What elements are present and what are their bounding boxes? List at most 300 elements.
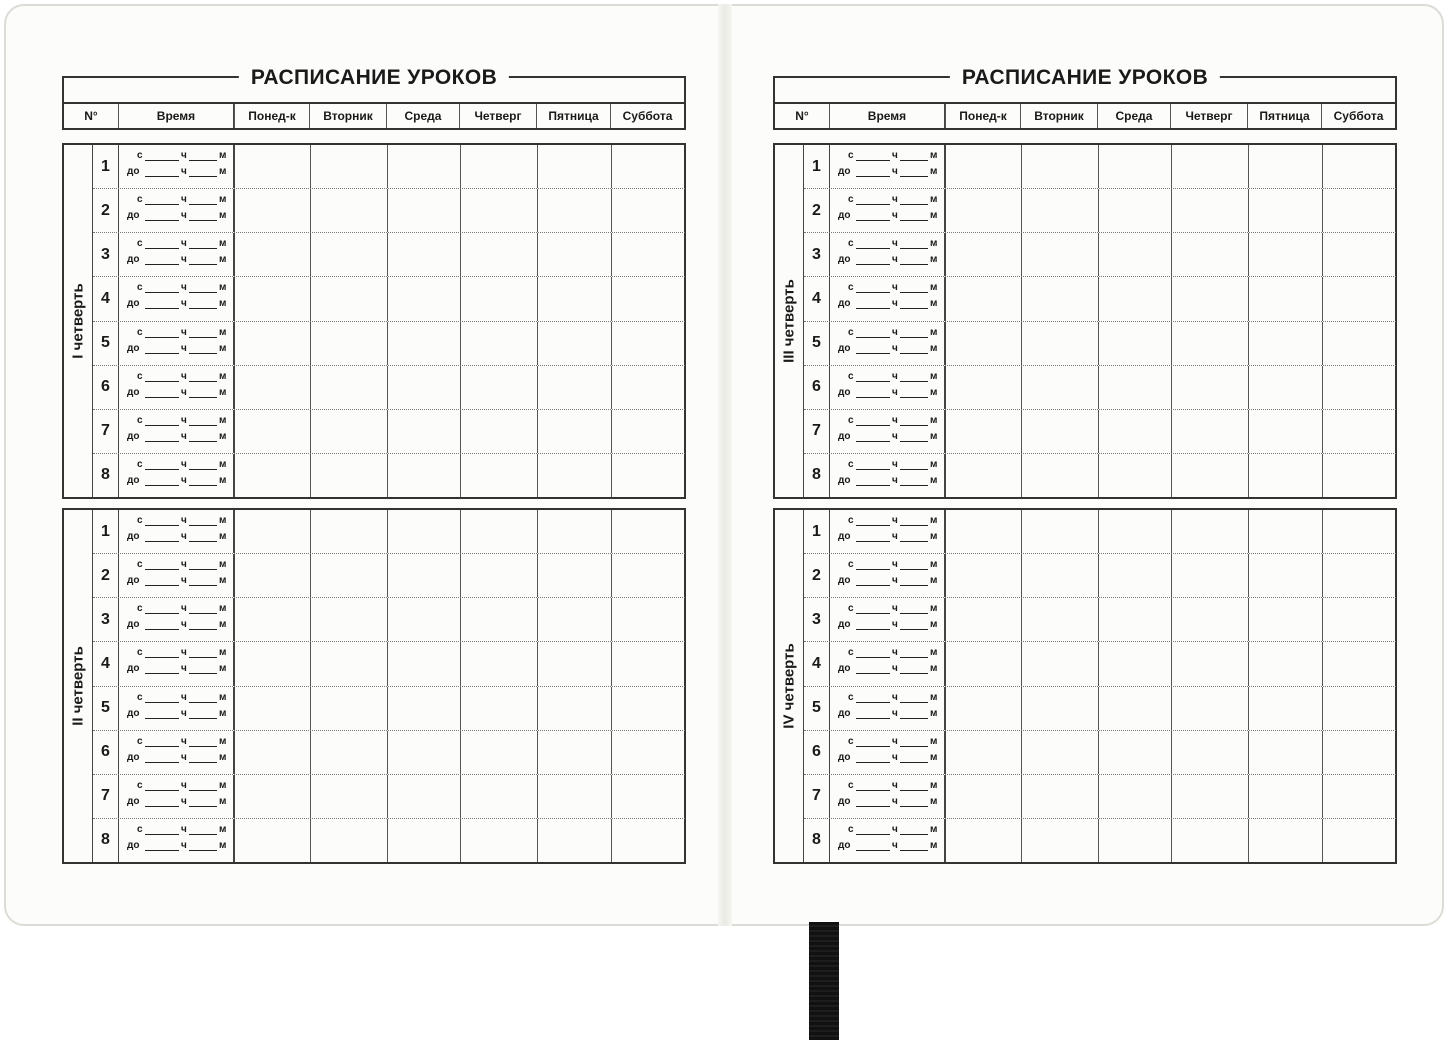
- time-to-line[interactable]: [838, 430, 938, 444]
- minute-blank[interactable]: [189, 353, 217, 354]
- subject-cell-tuesday[interactable]: [310, 819, 387, 862]
- subject-cell-friday[interactable]: [537, 687, 611, 730]
- time-cell[interactable]: [119, 145, 235, 188]
- hour-blank[interactable]: [145, 718, 179, 719]
- minute-blank[interactable]: [189, 569, 217, 570]
- subject-cell-tuesday[interactable]: [310, 775, 387, 818]
- subject-cell-monday[interactable]: [235, 145, 310, 188]
- minute-blank[interactable]: [189, 850, 217, 851]
- time-to-line[interactable]: [127, 253, 227, 267]
- subject-cell-saturday[interactable]: [611, 554, 685, 597]
- time-from-line[interactable]: [127, 602, 227, 616]
- time-to-line[interactable]: [838, 342, 938, 356]
- time-to-line[interactable]: [838, 839, 938, 853]
- subject-cell-tuesday[interactable]: [1021, 189, 1098, 232]
- subject-cell-monday[interactable]: [235, 598, 310, 641]
- subject-cell-friday[interactable]: [1248, 410, 1322, 453]
- minute-blank[interactable]: [900, 702, 928, 703]
- subject-cell-monday[interactable]: [235, 322, 310, 365]
- subject-cell-saturday[interactable]: [611, 277, 685, 320]
- subject-cell-friday[interactable]: [1248, 454, 1322, 497]
- subject-cell-wednesday[interactable]: [1098, 189, 1171, 232]
- subject-cell-monday[interactable]: [235, 189, 310, 232]
- subject-cell-thursday[interactable]: [1171, 775, 1248, 818]
- time-from-line[interactable]: [838, 326, 938, 340]
- minute-blank[interactable]: [189, 397, 217, 398]
- time-from-line[interactable]: [127, 193, 227, 207]
- minute-blank[interactable]: [189, 160, 217, 161]
- time-from-line[interactable]: [127, 237, 227, 251]
- subject-cell-saturday[interactable]: [1322, 322, 1396, 365]
- minute-blank[interactable]: [900, 850, 928, 851]
- hour-blank[interactable]: [856, 746, 890, 747]
- time-to-line[interactable]: [838, 618, 938, 632]
- subject-cell-tuesday[interactable]: [310, 322, 387, 365]
- subject-cell-wednesday[interactable]: [1098, 554, 1171, 597]
- subject-cell-monday[interactable]: [946, 554, 1021, 597]
- hour-blank[interactable]: [145, 585, 179, 586]
- subject-cell-friday[interactable]: [537, 554, 611, 597]
- time-from-line[interactable]: [838, 602, 938, 616]
- time-to-line[interactable]: [127, 662, 227, 676]
- subject-cell-thursday[interactable]: [1171, 642, 1248, 685]
- time-to-line[interactable]: [838, 795, 938, 809]
- time-cell[interactable]: [119, 233, 235, 276]
- time-cell[interactable]: [830, 454, 946, 497]
- hour-blank[interactable]: [856, 441, 890, 442]
- time-from-line[interactable]: [127, 326, 227, 340]
- subject-cell-wednesday[interactable]: [387, 687, 460, 730]
- subject-cell-thursday[interactable]: [460, 819, 537, 862]
- time-to-line[interactable]: [838, 209, 938, 223]
- hour-blank[interactable]: [856, 176, 890, 177]
- subject-cell-monday[interactable]: [235, 642, 310, 685]
- subject-cell-saturday[interactable]: [611, 819, 685, 862]
- time-cell[interactable]: [119, 189, 235, 232]
- subject-cell-thursday[interactable]: [460, 598, 537, 641]
- time-from-line[interactable]: [127, 779, 227, 793]
- time-to-line[interactable]: [127, 574, 227, 588]
- subject-cell-monday[interactable]: [946, 189, 1021, 232]
- subject-cell-tuesday[interactable]: [310, 454, 387, 497]
- subject-cell-tuesday[interactable]: [1021, 554, 1098, 597]
- time-cell[interactable]: [830, 233, 946, 276]
- subject-cell-saturday[interactable]: [1322, 554, 1396, 597]
- time-from-line[interactable]: [838, 514, 938, 528]
- minute-blank[interactable]: [189, 220, 217, 221]
- minute-blank[interactable]: [900, 806, 928, 807]
- subject-cell-friday[interactable]: [537, 775, 611, 818]
- time-to-line[interactable]: [127, 751, 227, 765]
- minute-blank[interactable]: [189, 806, 217, 807]
- subject-cell-monday[interactable]: [946, 598, 1021, 641]
- subject-cell-saturday[interactable]: [611, 454, 685, 497]
- time-cell[interactable]: [830, 687, 946, 730]
- hour-blank[interactable]: [856, 629, 890, 630]
- subject-cell-monday[interactable]: [235, 819, 310, 862]
- minute-blank[interactable]: [189, 204, 217, 205]
- minute-blank[interactable]: [900, 381, 928, 382]
- hour-blank[interactable]: [856, 613, 890, 614]
- subject-cell-wednesday[interactable]: [387, 145, 460, 188]
- subject-cell-saturday[interactable]: [611, 687, 685, 730]
- subject-cell-friday[interactable]: [537, 322, 611, 365]
- subject-cell-friday[interactable]: [1248, 642, 1322, 685]
- subject-cell-monday[interactable]: [946, 366, 1021, 409]
- subject-cell-friday[interactable]: [1248, 775, 1322, 818]
- hour-blank[interactable]: [145, 397, 179, 398]
- subject-cell-saturday[interactable]: [1322, 454, 1396, 497]
- subject-cell-thursday[interactable]: [460, 233, 537, 276]
- hour-blank[interactable]: [145, 264, 179, 265]
- subject-cell-tuesday[interactable]: [310, 687, 387, 730]
- minute-blank[interactable]: [189, 834, 217, 835]
- subject-cell-wednesday[interactable]: [1098, 277, 1171, 320]
- subject-cell-saturday[interactable]: [611, 145, 685, 188]
- subject-cell-tuesday[interactable]: [310, 145, 387, 188]
- time-cell[interactable]: [830, 189, 946, 232]
- minute-blank[interactable]: [900, 160, 928, 161]
- minute-blank[interactable]: [900, 673, 928, 674]
- subject-cell-wednesday[interactable]: [1098, 145, 1171, 188]
- subject-cell-saturday[interactable]: [611, 410, 685, 453]
- subject-cell-monday[interactable]: [946, 731, 1021, 774]
- subject-cell-tuesday[interactable]: [1021, 322, 1098, 365]
- minute-blank[interactable]: [900, 248, 928, 249]
- minute-blank[interactable]: [900, 220, 928, 221]
- subject-cell-tuesday[interactable]: [1021, 642, 1098, 685]
- hour-blank[interactable]: [145, 160, 179, 161]
- minute-blank[interactable]: [900, 746, 928, 747]
- hour-blank[interactable]: [856, 569, 890, 570]
- minute-blank[interactable]: [900, 657, 928, 658]
- time-to-line[interactable]: [127, 165, 227, 179]
- time-cell[interactable]: [119, 642, 235, 685]
- time-from-line[interactable]: [127, 514, 227, 528]
- minute-blank[interactable]: [189, 629, 217, 630]
- subject-cell-monday[interactable]: [946, 322, 1021, 365]
- time-cell[interactable]: [119, 366, 235, 409]
- minute-blank[interactable]: [900, 397, 928, 398]
- subject-cell-thursday[interactable]: [460, 410, 537, 453]
- subject-cell-monday[interactable]: [235, 731, 310, 774]
- subject-cell-wednesday[interactable]: [387, 233, 460, 276]
- subject-cell-thursday[interactable]: [460, 189, 537, 232]
- minute-blank[interactable]: [189, 702, 217, 703]
- subject-cell-saturday[interactable]: [611, 322, 685, 365]
- subject-cell-friday[interactable]: [537, 366, 611, 409]
- minute-blank[interactable]: [189, 176, 217, 177]
- hour-blank[interactable]: [145, 850, 179, 851]
- minute-blank[interactable]: [900, 441, 928, 442]
- hour-blank[interactable]: [856, 337, 890, 338]
- subject-cell-thursday[interactable]: [1171, 410, 1248, 453]
- minute-blank[interactable]: [900, 585, 928, 586]
- subject-cell-thursday[interactable]: [460, 687, 537, 730]
- subject-cell-wednesday[interactable]: [387, 189, 460, 232]
- subject-cell-monday[interactable]: [946, 145, 1021, 188]
- time-to-line[interactable]: [127, 342, 227, 356]
- minute-blank[interactable]: [900, 308, 928, 309]
- time-to-line[interactable]: [838, 165, 938, 179]
- minute-blank[interactable]: [900, 425, 928, 426]
- hour-blank[interactable]: [856, 525, 890, 526]
- hour-blank[interactable]: [856, 673, 890, 674]
- time-cell[interactable]: [830, 642, 946, 685]
- subject-cell-wednesday[interactable]: [1098, 642, 1171, 685]
- hour-blank[interactable]: [145, 485, 179, 486]
- subject-cell-tuesday[interactable]: [1021, 731, 1098, 774]
- subject-cell-thursday[interactable]: [1171, 731, 1248, 774]
- subject-cell-tuesday[interactable]: [310, 410, 387, 453]
- minute-blank[interactable]: [900, 469, 928, 470]
- hour-blank[interactable]: [856, 425, 890, 426]
- subject-cell-friday[interactable]: [1248, 233, 1322, 276]
- subject-cell-wednesday[interactable]: [1098, 322, 1171, 365]
- time-to-line[interactable]: [127, 297, 227, 311]
- time-from-line[interactable]: [127, 823, 227, 837]
- subject-cell-wednesday[interactable]: [1098, 510, 1171, 553]
- time-to-line[interactable]: [127, 474, 227, 488]
- hour-blank[interactable]: [145, 569, 179, 570]
- subject-cell-saturday[interactable]: [1322, 277, 1396, 320]
- time-to-line[interactable]: [127, 530, 227, 544]
- time-cell[interactable]: [830, 366, 946, 409]
- subject-cell-wednesday[interactable]: [1098, 366, 1171, 409]
- time-to-line[interactable]: [838, 707, 938, 721]
- time-cell[interactable]: [830, 277, 946, 320]
- time-cell[interactable]: [119, 554, 235, 597]
- subject-cell-monday[interactable]: [946, 510, 1021, 553]
- minute-blank[interactable]: [900, 629, 928, 630]
- subject-cell-monday[interactable]: [235, 410, 310, 453]
- time-from-line[interactable]: [838, 735, 938, 749]
- subject-cell-wednesday[interactable]: [387, 819, 460, 862]
- minute-blank[interactable]: [900, 541, 928, 542]
- subject-cell-wednesday[interactable]: [387, 277, 460, 320]
- subject-cell-friday[interactable]: [537, 145, 611, 188]
- subject-cell-saturday[interactable]: [611, 598, 685, 641]
- hour-blank[interactable]: [145, 762, 179, 763]
- time-cell[interactable]: [830, 819, 946, 862]
- subject-cell-friday[interactable]: [1248, 598, 1322, 641]
- time-from-line[interactable]: [127, 281, 227, 295]
- subject-cell-thursday[interactable]: [460, 510, 537, 553]
- subject-cell-friday[interactable]: [1248, 189, 1322, 232]
- subject-cell-wednesday[interactable]: [387, 642, 460, 685]
- subject-cell-monday[interactable]: [946, 410, 1021, 453]
- hour-blank[interactable]: [856, 585, 890, 586]
- subject-cell-tuesday[interactable]: [1021, 145, 1098, 188]
- subject-cell-wednesday[interactable]: [387, 322, 460, 365]
- subject-cell-saturday[interactable]: [611, 233, 685, 276]
- minute-blank[interactable]: [900, 204, 928, 205]
- hour-blank[interactable]: [145, 613, 179, 614]
- subject-cell-wednesday[interactable]: [1098, 819, 1171, 862]
- subject-cell-saturday[interactable]: [1322, 598, 1396, 641]
- hour-blank[interactable]: [856, 541, 890, 542]
- subject-cell-monday[interactable]: [946, 233, 1021, 276]
- subject-cell-friday[interactable]: [537, 233, 611, 276]
- subject-cell-thursday[interactable]: [1171, 687, 1248, 730]
- subject-cell-monday[interactable]: [946, 277, 1021, 320]
- hour-blank[interactable]: [145, 673, 179, 674]
- subject-cell-tuesday[interactable]: [310, 554, 387, 597]
- hour-blank[interactable]: [856, 485, 890, 486]
- subject-cell-wednesday[interactable]: [1098, 598, 1171, 641]
- time-from-line[interactable]: [127, 558, 227, 572]
- subject-cell-tuesday[interactable]: [1021, 775, 1098, 818]
- subject-cell-wednesday[interactable]: [1098, 454, 1171, 497]
- subject-cell-monday[interactable]: [235, 366, 310, 409]
- minute-blank[interactable]: [189, 337, 217, 338]
- time-to-line[interactable]: [838, 297, 938, 311]
- minute-blank[interactable]: [900, 834, 928, 835]
- subject-cell-thursday[interactable]: [460, 554, 537, 597]
- subject-cell-thursday[interactable]: [1171, 819, 1248, 862]
- time-cell[interactable]: [830, 145, 946, 188]
- time-to-line[interactable]: [838, 386, 938, 400]
- time-to-line[interactable]: [838, 530, 938, 544]
- subject-cell-tuesday[interactable]: [310, 510, 387, 553]
- hour-blank[interactable]: [145, 746, 179, 747]
- time-from-line[interactable]: [838, 370, 938, 384]
- hour-blank[interactable]: [145, 469, 179, 470]
- time-from-line[interactable]: [838, 823, 938, 837]
- hour-blank[interactable]: [145, 248, 179, 249]
- subject-cell-monday[interactable]: [946, 687, 1021, 730]
- time-from-line[interactable]: [838, 414, 938, 428]
- minute-blank[interactable]: [189, 441, 217, 442]
- minute-blank[interactable]: [900, 176, 928, 177]
- subject-cell-tuesday[interactable]: [310, 233, 387, 276]
- hour-blank[interactable]: [856, 264, 890, 265]
- hour-blank[interactable]: [145, 541, 179, 542]
- hour-blank[interactable]: [145, 337, 179, 338]
- hour-blank[interactable]: [856, 702, 890, 703]
- subject-cell-wednesday[interactable]: [1098, 233, 1171, 276]
- subject-cell-saturday[interactable]: [1322, 510, 1396, 553]
- subject-cell-friday[interactable]: [537, 277, 611, 320]
- hour-blank[interactable]: [856, 308, 890, 309]
- subject-cell-friday[interactable]: [1248, 145, 1322, 188]
- subject-cell-tuesday[interactable]: [1021, 366, 1098, 409]
- time-from-line[interactable]: [127, 149, 227, 163]
- subject-cell-thursday[interactable]: [460, 145, 537, 188]
- hour-blank[interactable]: [856, 834, 890, 835]
- hour-blank[interactable]: [145, 702, 179, 703]
- minute-blank[interactable]: [189, 425, 217, 426]
- subject-cell-monday[interactable]: [946, 775, 1021, 818]
- minute-blank[interactable]: [189, 541, 217, 542]
- hour-blank[interactable]: [856, 292, 890, 293]
- hour-blank[interactable]: [856, 220, 890, 221]
- minute-blank[interactable]: [189, 673, 217, 674]
- subject-cell-friday[interactable]: [1248, 277, 1322, 320]
- time-cell[interactable]: [830, 554, 946, 597]
- hour-blank[interactable]: [856, 381, 890, 382]
- subject-cell-monday[interactable]: [235, 775, 310, 818]
- subject-cell-thursday[interactable]: [460, 366, 537, 409]
- subject-cell-friday[interactable]: [1248, 687, 1322, 730]
- minute-blank[interactable]: [189, 308, 217, 309]
- time-cell[interactable]: [119, 510, 235, 553]
- hour-blank[interactable]: [856, 718, 890, 719]
- hour-blank[interactable]: [856, 353, 890, 354]
- subject-cell-thursday[interactable]: [460, 277, 537, 320]
- subject-cell-wednesday[interactable]: [387, 454, 460, 497]
- subject-cell-friday[interactable]: [537, 598, 611, 641]
- subject-cell-wednesday[interactable]: [1098, 775, 1171, 818]
- time-from-line[interactable]: [838, 458, 938, 472]
- subject-cell-wednesday[interactable]: [1098, 731, 1171, 774]
- time-cell[interactable]: [119, 687, 235, 730]
- minute-blank[interactable]: [189, 485, 217, 486]
- subject-cell-monday[interactable]: [235, 554, 310, 597]
- time-cell[interactable]: [830, 598, 946, 641]
- time-to-line[interactable]: [838, 751, 938, 765]
- subject-cell-saturday[interactable]: [1322, 819, 1396, 862]
- minute-blank[interactable]: [189, 657, 217, 658]
- subject-cell-tuesday[interactable]: [1021, 410, 1098, 453]
- bookmark-ribbon[interactable]: [809, 922, 839, 1040]
- minute-blank[interactable]: [189, 469, 217, 470]
- time-cell[interactable]: [119, 454, 235, 497]
- subject-cell-thursday[interactable]: [1171, 277, 1248, 320]
- hour-blank[interactable]: [145, 834, 179, 835]
- time-to-line[interactable]: [838, 474, 938, 488]
- subject-cell-saturday[interactable]: [611, 510, 685, 553]
- subject-cell-monday[interactable]: [946, 819, 1021, 862]
- subject-cell-saturday[interactable]: [1322, 410, 1396, 453]
- subject-cell-friday[interactable]: [1248, 554, 1322, 597]
- subject-cell-friday[interactable]: [537, 510, 611, 553]
- subject-cell-thursday[interactable]: [1171, 510, 1248, 553]
- hour-blank[interactable]: [145, 806, 179, 807]
- subject-cell-thursday[interactable]: [1171, 454, 1248, 497]
- time-cell[interactable]: [830, 775, 946, 818]
- subject-cell-tuesday[interactable]: [310, 598, 387, 641]
- time-to-line[interactable]: [838, 574, 938, 588]
- subject-cell-tuesday[interactable]: [310, 731, 387, 774]
- subject-cell-thursday[interactable]: [1171, 189, 1248, 232]
- time-from-line[interactable]: [838, 691, 938, 705]
- time-from-line[interactable]: [838, 646, 938, 660]
- time-to-line[interactable]: [127, 839, 227, 853]
- hour-blank[interactable]: [145, 525, 179, 526]
- time-to-line[interactable]: [127, 618, 227, 632]
- subject-cell-friday[interactable]: [1248, 366, 1322, 409]
- subject-cell-saturday[interactable]: [1322, 145, 1396, 188]
- hour-blank[interactable]: [856, 248, 890, 249]
- minute-blank[interactable]: [900, 525, 928, 526]
- minute-blank[interactable]: [189, 264, 217, 265]
- time-cell[interactable]: [119, 819, 235, 862]
- time-from-line[interactable]: [838, 558, 938, 572]
- minute-blank[interactable]: [189, 525, 217, 526]
- hour-blank[interactable]: [856, 850, 890, 851]
- time-cell[interactable]: [119, 598, 235, 641]
- subject-cell-wednesday[interactable]: [387, 775, 460, 818]
- hour-blank[interactable]: [145, 353, 179, 354]
- hour-blank[interactable]: [856, 790, 890, 791]
- minute-blank[interactable]: [189, 718, 217, 719]
- subject-cell-tuesday[interactable]: [310, 277, 387, 320]
- subject-cell-thursday[interactable]: [1171, 233, 1248, 276]
- time-cell[interactable]: [119, 277, 235, 320]
- time-cell[interactable]: [119, 731, 235, 774]
- subject-cell-tuesday[interactable]: [310, 366, 387, 409]
